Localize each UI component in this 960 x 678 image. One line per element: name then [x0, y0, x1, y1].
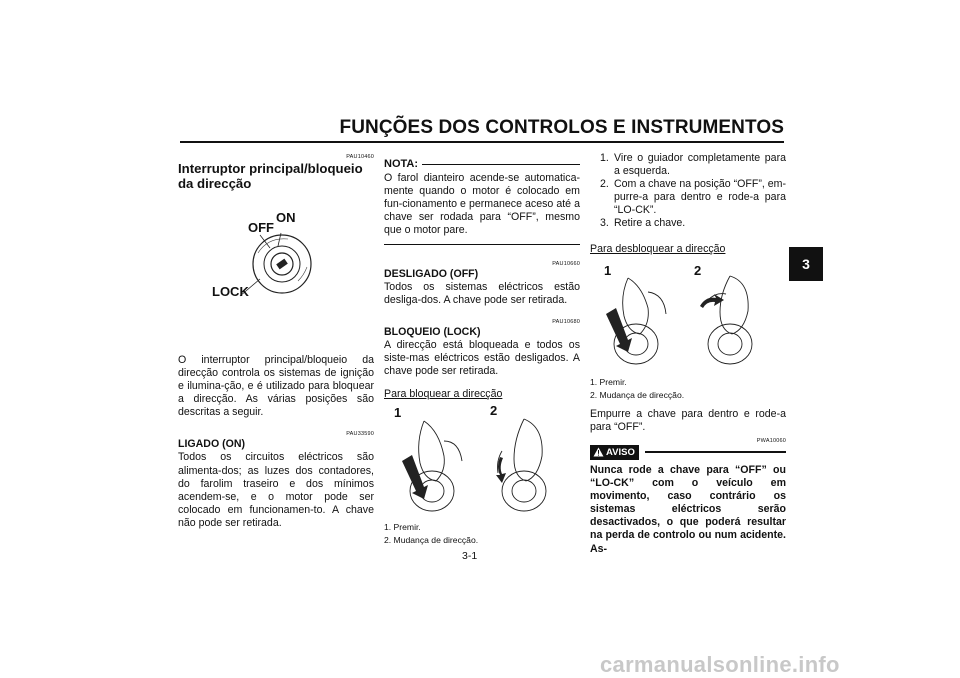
- on-paragraph: Todos os circuitos eléctricos são alimenta-dos; as luzes dos contadores, do farolim traseiro e dos mínimos acendem-se, e o motor pode ser colocado em funcionamen-to. A chave não pode ser retirada.: [178, 451, 374, 529]
- ref-code: PWA10060: [756, 437, 786, 444]
- list-item: 2. Com a chave na posição “OFF”, em-purre-a para dentro e rode-a para “LO-CK”.: [600, 178, 786, 217]
- header-rule: [180, 141, 784, 143]
- figure-number-1: 1: [604, 262, 612, 278]
- figure-number-1: 1: [394, 405, 402, 421]
- chapter-tab: 3: [789, 247, 823, 281]
- ref-code: PAU33590: [346, 431, 374, 438]
- caption-2: 2. Mudança de direcção.: [590, 389, 685, 400]
- warning-triangle-icon: [593, 447, 604, 457]
- list-item: 3. Retire a chave.: [600, 217, 686, 230]
- lock-subheading: Para bloquear a direcção: [384, 388, 503, 401]
- page-header-title: FUNÇÕES DOS CONTROLOS E INSTRUMENTOS: [339, 117, 784, 138]
- caption-1: 1. Premir.: [590, 376, 627, 387]
- unlock-subheading: Para desbloquear a direcção: [590, 242, 726, 255]
- on-heading: LIGADO (ON): [178, 438, 246, 451]
- section-heading: Interruptor principal/bloqueio da direcção: [178, 161, 363, 191]
- watermark: carmanualsonline.info: [600, 652, 840, 677]
- ref-code: PAU10680: [552, 318, 580, 325]
- off-label: OFF: [248, 220, 274, 235]
- figure-number-2: 2: [490, 403, 498, 419]
- hand-key-illustration: [384, 401, 580, 521]
- off-paragraph: Todos os sistemas eléctricos estão desliga-dos. A chave pode ser retirada.: [384, 280, 580, 306]
- push-paragraph: Empurre a chave para dentro e rode-a para “OFF”.: [590, 407, 786, 433]
- lock-figure: [384, 401, 580, 521]
- warning-badge: [590, 445, 639, 460]
- middle-column: [384, 158, 580, 547]
- steps-list: [590, 152, 786, 231]
- nota-label: NOTA:: [384, 158, 419, 170]
- ref-code: PAU10460: [346, 154, 374, 160]
- warning-label: AVISO: [606, 446, 635, 458]
- nota-rule: [422, 164, 580, 165]
- list-item: 1. Vire o guiador completamente para a esquerda.: [600, 152, 786, 178]
- lock-heading: BLOQUEIO (LOCK): [384, 325, 481, 338]
- warning-title-row: [590, 445, 786, 460]
- on-label: ON: [276, 210, 296, 225]
- unlock-figure: [590, 256, 786, 376]
- intro-paragraph: O interruptor principal/bloqueio da direcção controla os sistemas de ignição e ilumina-ção, e é utilizado para bloquear a direcção. As várias posições são descritas a seguir.: [178, 354, 374, 419]
- lock-label: LOCK: [212, 284, 249, 299]
- caption-2: 2. Mudança de direcção.: [384, 535, 479, 546]
- ignition-switch-diagram: [178, 191, 374, 316]
- ref-code: PAU10660: [552, 260, 580, 267]
- left-column: [178, 154, 374, 530]
- right-column: [590, 152, 786, 556]
- warning-rule: [645, 451, 786, 453]
- warning-paragraph: Nunca rode a chave para “OFF” ou “LO-CK” com o veículo em movimento, caso contrário os sistemas eléctricos serão desactivados, o que poderá resultar na perda de controlo ou num acidente. As-: [590, 463, 786, 555]
- figure-number-2: 2: [694, 262, 702, 278]
- page-number: 3-1: [462, 550, 478, 562]
- nota-paragraph: O farol dianteiro acende-se automatica-mente quando o motor é colocado em fun-cionamento e permanece aceso até a chave ser rodada para “OFF”, mesmo que o motor pare.: [384, 172, 580, 237]
- off-heading: DESLIGADO (OFF): [384, 267, 479, 280]
- nota-title: [384, 158, 580, 171]
- caption-1: 1. Premir.: [384, 522, 421, 533]
- hand-key-illustration: [590, 256, 786, 376]
- lock-paragraph: A direcção está bloqueada e todos os siste-mas eléctricos estão desligados. A chave pode ser retirada.: [384, 338, 580, 377]
